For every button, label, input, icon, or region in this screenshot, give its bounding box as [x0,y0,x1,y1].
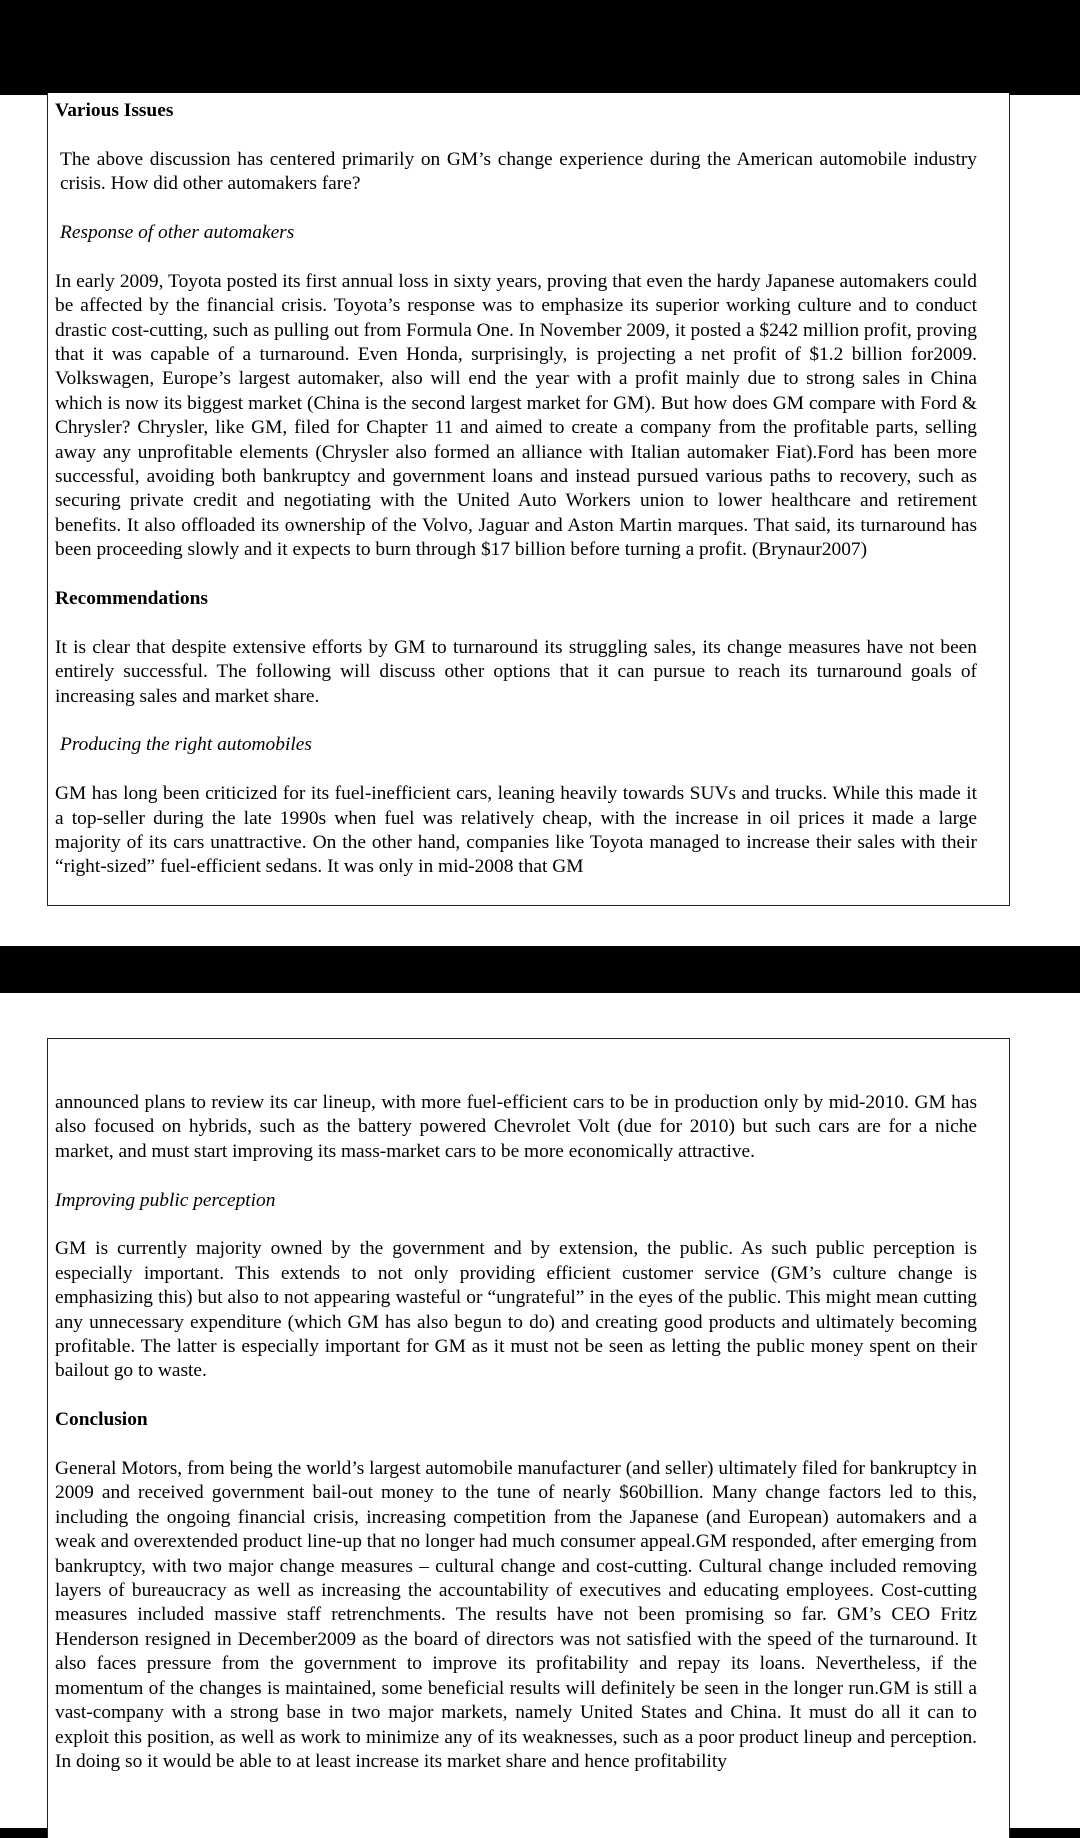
recommendations-paragraph: It is clear that despite extensive efforts by GM to turnaround its struggling sales, its change measures have not been entirely successful. The following will discuss other options that it can pursue to reach its turnaround goals of increasing sales and market share. [55,636,977,707]
page-1-content [55,99,977,880]
page-2-content [55,1091,977,1774]
producing-paragraph: GM has long been criticized for its fuel-inefficient cars, leaning heavily towards SUVs and trucks. While this made it a top-seller during the late 1990s when fuel was relatively cheap, with the increase in oil prices it made a large majority of its cars unattractive. On the other hand, companies like Toyota managed to increase their sales with their “right-sized” fuel-efficient sedans. It was only in mid-2008 that GM [55,783,977,878]
document-page-2 [0,993,1080,1828]
producing-right-automobiles-subheading: Producing the right automobiles [60,734,312,756]
improving-public-perception-subheading: Improving public perception [55,1189,276,1211]
perception-paragraph: GM is currently majority owned by the government and by extension, the public. As such public perception is especially important. This extends to not only providing efficient customer service (GM’s culture change is emphasizing this) but also to not appearing wasteful or “ungrateful” in the eyes of the public. This might mean cutting any unnecessary expenditure (which GM has also begun to do) and creating good products and ultimately becoming profitable. The latter is especially important for GM as it must not be seen as letting the public money spent on their bailout go to waste. [55,1238,977,1382]
various-issues-heading: Various Issues [55,100,174,121]
continued-paragraph: announced plans to review its car lineup, with more fuel-efficient cars to be in production only by mid-2010. GM has also focused on hybrids, such as the battery powered Chevrolet Volt (due for 2010) but such cars are for a niche market, and must start improving its mass-market cars to be more economically attractive. [55,1092,977,1162]
conclusion-paragraph: General Motors, from being the world’s largest automobile manufacturer (and seller) ultimately filed for bankruptcy in 2009 and received government bail-out money to the tune of nearly $60billion. Many change factors led to this, including the ongoing financial crisis, increasing competition from the Japanese (and European) automakers and a weak and overextended product line-up that no longer had much consumer appeal.GM responded, after emerging from bankruptcy, with two major change measures – cultural change and cost-cutting. Cultural change included removing layers of bureaucracy as well as increasing the accountability of executives and educating employees. Cost-cutting measures included massive staff retrenchments. The results have not been promising so far. GM’s CEO Fritz Henderson resigned in December2009 as the board of directors was not satisfied with the speed of the turnaround. It also faces pressure from the government to improve its profitability and repay its loans. Nevertheless, if the momentum of the changes is maintained, some beneficial results will definitely be seen in the longer run.GM is still a vast-company with a strong base in two major markets, namely United States and China. It must do all it can to exploit this position, as well as work to minimize any of its weaknesses, such as a poor product lineup and perception. In doing so it would be able to at least increase its market share and hence profitability [55,1458,978,1772]
document-page-1 [0,95,1080,946]
response-of-other-automakers-subheading: Response of other automakers [60,222,295,243]
recommendations-heading: Recommendations [55,588,208,610]
intro-paragraph: The above discussion has centered primarily on GM’s change experience during the American automobile industry crisis. How did other automakers fare? [60,148,977,195]
response-paragraph: In early 2009, Toyota posted its first annual loss in sixty years, proving that even the hardy Japanese automakers could be affected by the financial crisis. Toyota’s response was to emphasize its superior working culture and to conduct drastic cost-cutting, such as pulling out from Formula One. In November 2009, it posted a $242 million profit, proving that it was capable of a turnaround. Even Honda, surprisingly, is projecting a net profit of $1.2 billion for2009. Volkswagen, Europe’s largest automaker, also will end the year with a profit mainly due to strong sales in China which is now its biggest market (China is the second largest market for GM). But how does GM compare with Ford & Chrysler? Chrysler, like GM, filed for Chapter 11 and aimed to create a company from the profitable parts, selling away any unprofitable elements (Chrysler also formed an alliance with Italian automaker Fiat).Ford has been more successful, avoiding both bankruptcy and government loans and instead pursued various paths to recovery, such as securing private credit and negotiating with the United Auto Workers union to lower healthcare and retirement benefits. It also offloaded its ownership of the Volvo, Jaguar and Aston Martin marques. That said, its turnaround has been proceeding slowly and it expects to burn through $17 billion before turning a profit. (Brynaur2007) [55,270,977,561]
conclusion-heading: Conclusion [55,1409,148,1431]
